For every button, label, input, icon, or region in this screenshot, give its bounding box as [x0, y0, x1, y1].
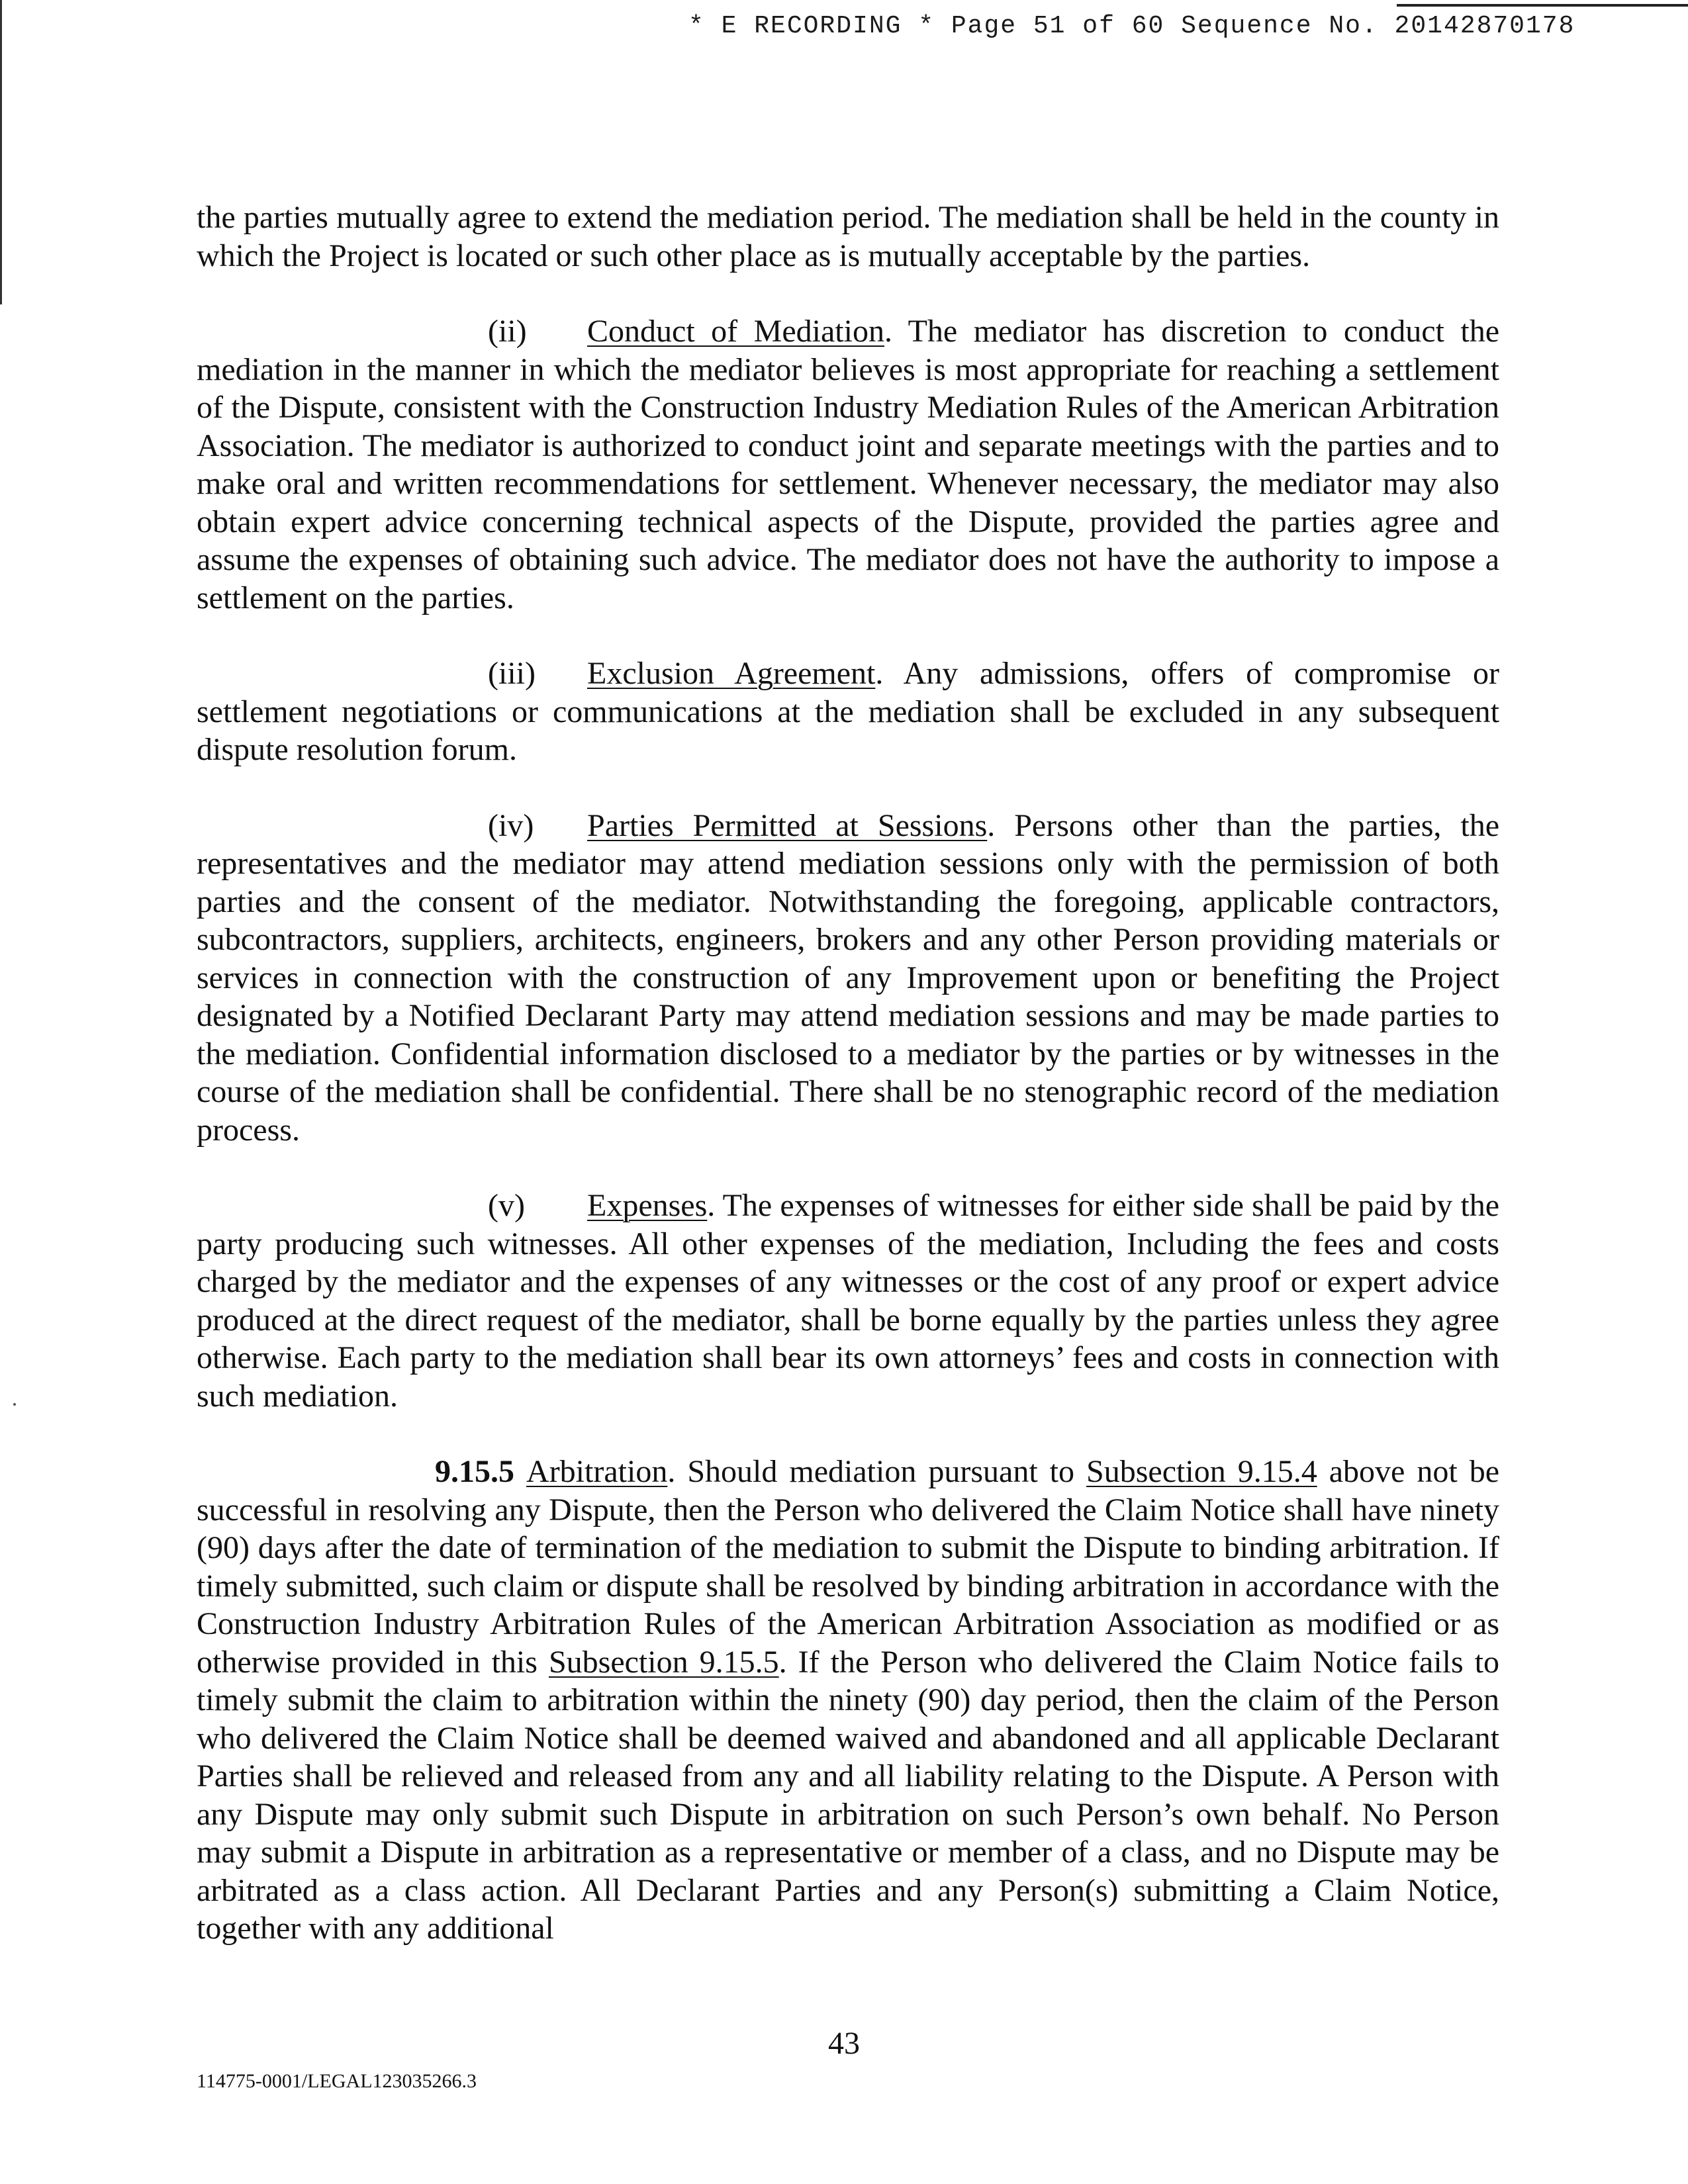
- top-rule: [1397, 4, 1688, 7]
- paragraph-text: . The expenses of witnesses for either side shall be paid by the party producing such witnesses. All other expenses of the mediation, Including the fees and costs charged by the mediator and the expenses of any witnesses or the cost of any proof or expert advice produced at the direct request of the mediator, shall be borne equally by the parties unless they agree otherwise. Each party to the mediation shall bear its own attorneys’ fees and costs in connection with such mediation.: [197, 1188, 1499, 1414]
- paragraph-text: . Should mediation pursuant to: [667, 1454, 1087, 1489]
- paragraph-exclusion-agreement: [197, 655, 1499, 769]
- paragraph-heading: Conduct of Mediation: [587, 314, 884, 349]
- paragraph-conduct-of-mediation: [197, 312, 1499, 617]
- paragraph-text: above not be successful in resolving any Dispute, then the Person who delivered the Claim Notice shall have ninety (90) days after the date of termination of the mediation to submit the Dispute to binding arbitration. If timely submitted, such claim or dispute shall be resolved by binding arbitration in accordance with the Construction Industry Arbitration Rules of the American Arbitration Association as modified or as otherwise provided in this: [197, 1454, 1500, 1680]
- paragraph-text: . Any admissions, offers of compromise or settlement negotiations or communications at the mediation shall be excluded in any subsequent dispute resolution forum.: [197, 656, 1500, 767]
- paragraph-text: . Persons other than the parties, the representatives and the mediator may attend mediation sessions only with the permission of both parties and the consent of the mediator. Notwithstanding the foregoing, applicable contractors, subcontractors, suppliers, architects, engineers, brokers and any other Person providing materials or services in connection with the construction of any Improvement upon or benefiting the Project designated by a Notified Declarant Party may attend mediation sessions and may be made parties to the mediation. Confidential information disclosed to a mediator by the parties or by witnesses in the course of the mediation shall be confidential. There shall be no stenographic record of the mediation process.: [197, 807, 1499, 1148]
- document-body: [197, 199, 1499, 1985]
- section-arbitration: [197, 1453, 1499, 1948]
- paragraph-heading: Expenses: [587, 1188, 708, 1223]
- paragraph-heading: Exclusion Agreement: [587, 656, 876, 691]
- section-heading: Arbitration: [526, 1454, 668, 1489]
- section-number: 9.15.5: [435, 1454, 514, 1489]
- paragraph-continuation: [197, 199, 1499, 275]
- paragraph-number: (iii): [488, 656, 536, 691]
- scan-speck: [13, 1403, 16, 1406]
- paragraph-text: the parties mutually agree to extend the mediation period. The mediation shall be held in the county in which the Project is located or such other place as is mutually acceptable by the parties.: [197, 200, 1499, 273]
- paragraph-heading: Parties Permitted at Sessions: [587, 807, 988, 843]
- paragraph-text: . The mediator has discretion to conduct the mediation in the manner in which the mediator believes is most appropriate for reaching a settlement of the Dispute, consistent with the Construction Industry Mediation Rules of the American Arbitration Association. The mediator is authorized to conduct joint and separate meetings with the parties and to make oral and written recommendations for settlement. Whenever necessary, the mediator may also obtain expert advice concerning technical aspects of the Dispute, provided the parties agree and assume the expenses of obtaining such advice. The mediator does not have the authority to impose a settlement on the parties.: [197, 314, 1500, 615]
- paragraph-expenses: [197, 1187, 1499, 1415]
- paragraph-number: (v): [488, 1188, 525, 1223]
- scan-edge-line: [0, 0, 2, 304]
- paragraph-text: . If the Person who delivered the Claim Notice fails to timely submit the claim to arbitration within the ninety (90) day period, then the claim of the Person who delivered the Claim Notice shall be deemed waived and abandoned and all applicable Declarant Parties shall be relieved and released from any and all liability relating to the Dispute. A Person with any Dispute may only submit such Dispute in arbitration on such Person’s own behalf. No Person may submit a Dispute in arbitration as a representative or member of a class, and no Dispute may be arbitrated as a class action. All Declarant Parties and any Person(s) submitting a Claim Notice, together with any additional: [197, 1644, 1500, 1946]
- cross-reference: Subsection 9.15.5: [548, 1644, 779, 1680]
- recording-header: * E RECORDING * Page 51 of 60 Sequence No. 20142870178: [688, 12, 1575, 40]
- cross-reference: Subsection 9.15.4: [1086, 1454, 1317, 1489]
- paragraph-number: (iv): [488, 807, 534, 843]
- page-number: 43: [828, 2026, 860, 2061]
- paragraph-number: (ii): [488, 314, 527, 349]
- document-id: 114775-0001/LEGAL123035266.3: [197, 2070, 477, 2092]
- paragraph-parties-permitted: [197, 807, 1499, 1150]
